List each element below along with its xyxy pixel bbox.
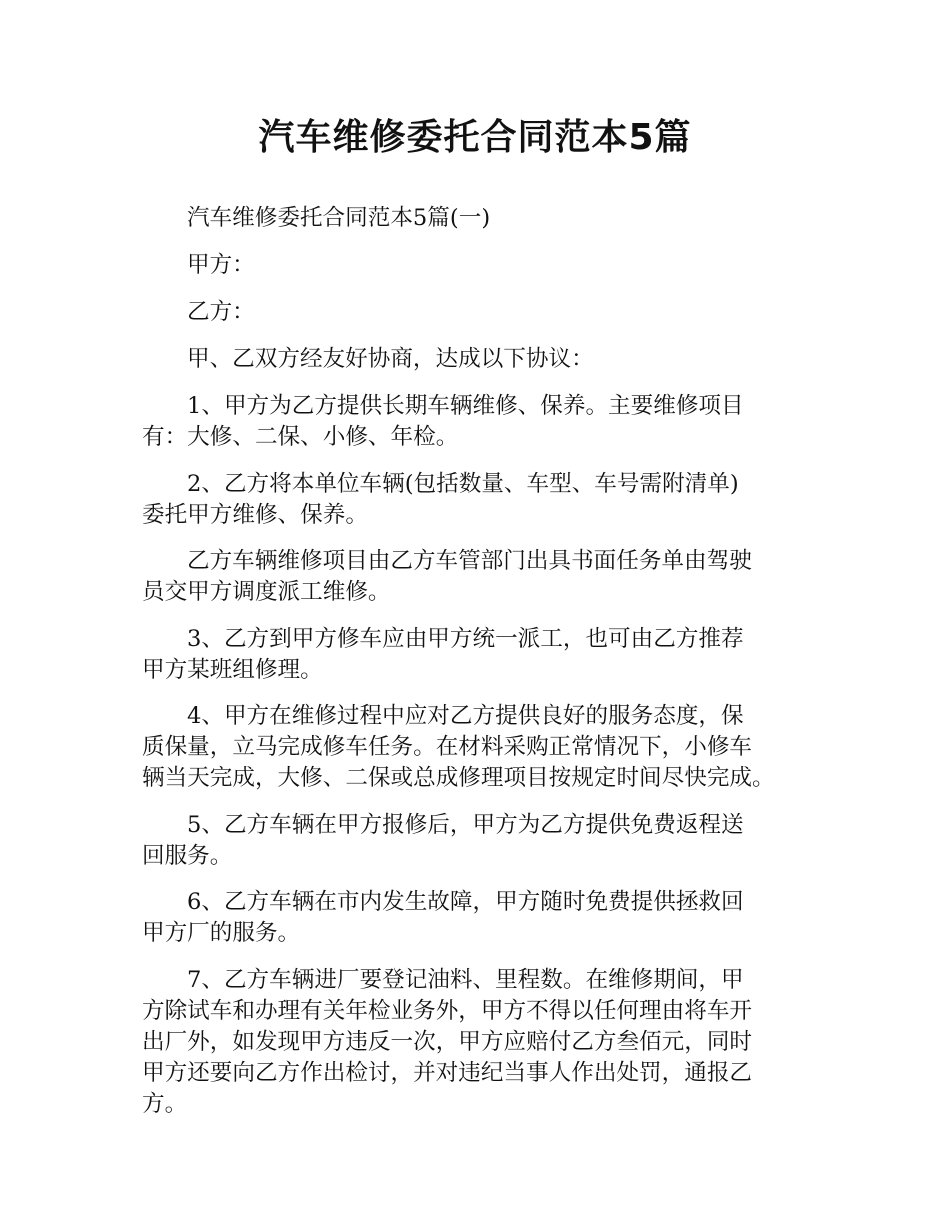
clause-1: 1、甲方为乙方提供长期车辆维修、保养。主要维修项目 有：大修、二保、小修、年检。 — [142, 393, 744, 450]
document-body — [142, 203, 810, 1135]
party-a-line: 甲方： — [187, 252, 255, 278]
document-title: 汽车维修委托合同范本5篇 — [258, 117, 692, 158]
clause-7: 7、乙方车辆进厂要登记油料、里程数。在维修期间，甲 方除试车和办理有关年检业务外，甲方不得以任何理由将车开 出厂外，如发现甲方违反一次，甲方应赔付乙方叁佰元，同时 甲方还要向乙方作出检讨，并对违纪当事人作出处罚，通报乙 方。 — [142, 966, 753, 1117]
clause-5: 5、乙方车辆在甲方报修后，甲方为乙方提供免费返程送 回服务。 — [142, 811, 744, 869]
clause-2-note: 乙方车辆维修项目由乙方车管部门出具书面任务单由驾驶 员交甲方调度派工维修。 — [142, 548, 752, 605]
clause-4: 4、甲方在维修过程中应对乙方提供良好的服务态度，保 质保量，立马完成修车任务。在材料采购正常情况下，小修车 辆当天完成，大修、二保或总成修理项目按规定时间尽快完成。 — [142, 703, 775, 791]
clause-3: 3、乙方到甲方修车应由甲方统一派工，也可由乙方推荐 甲方某班组修理。 — [142, 625, 744, 683]
agreement-intro: 甲、乙双方经友好协商，达成以下协议： — [187, 346, 594, 372]
clause-6: 6、乙方车辆在市内发生故障，甲方随时免费提供拯救回 甲方厂的服务。 — [142, 889, 744, 946]
party-b-line: 乙方： — [187, 299, 255, 325]
section-heading: 汽车维修委托合同范本5篇(一) — [187, 205, 491, 231]
clause-2: 2、乙方将本单位车辆(包括数量、车型、车号需附清单) 委托甲方维修、保养。 — [142, 470, 739, 528]
